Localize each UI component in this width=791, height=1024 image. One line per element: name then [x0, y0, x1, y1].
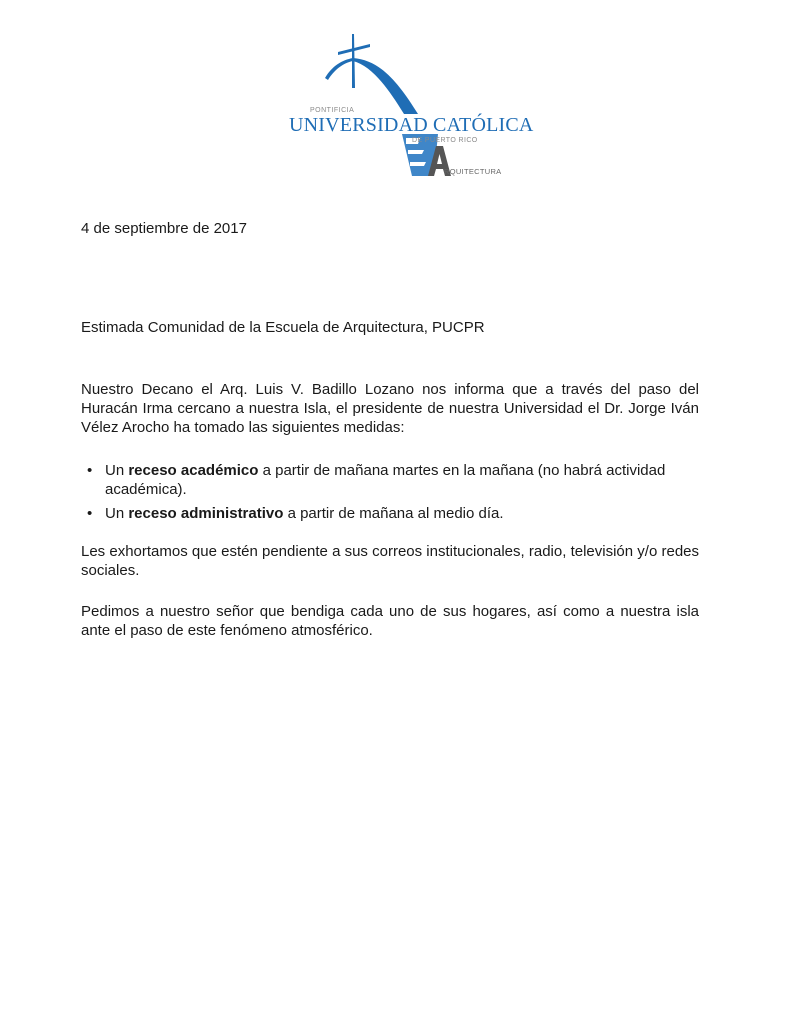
- letter-greeting: Estimada Comunidad de la Escuela de Arquitectura, PUCPR: [81, 319, 485, 336]
- logo-arquitectura: RQUITECTURA: [444, 167, 502, 176]
- university-logo: [280, 30, 534, 190]
- list-item: [81, 504, 699, 523]
- item-rest: a partir de mañana martes en la mañana (no habrá actividad académica).: [105, 462, 666, 498]
- item-bold: receso académico: [128, 462, 259, 479]
- item-rest: a partir de mañana al medio día.: [283, 505, 504, 522]
- item-prefix: Un: [105, 462, 129, 479]
- letter-date: 4 de septiembre de 2017: [81, 220, 247, 237]
- bullet-icon: •: [87, 505, 93, 522]
- closing-paragraph: Pedimos a nuestro señor que bendiga cada uno de sus hogares, así como a nuestra isla ante el paso de este fenómeno atmosférico.: [81, 603, 699, 639]
- measures-list: [81, 461, 699, 528]
- logo-pontificia: PONTIFICIA: [310, 107, 355, 114]
- logo-universidad: UNIVERSIDAD CATÓLICA: [289, 114, 534, 136]
- logo-puerto-rico: DE PUERTO RICO: [412, 137, 478, 144]
- list-item: [81, 461, 699, 499]
- intro-paragraph: Nuestro Decano el Arq. Luis V. Badillo Lozano nos informa que a través del paso del Huracán Irma cercano a nuestra Isla, el presidente de nuestra Universidad el Dr. Jorge Iván Vélez Arocho ha tomado las siguientes medidas:: [81, 381, 699, 436]
- item-bold: receso administrativo: [128, 505, 284, 522]
- exhort-paragraph: Les exhortamos que estén pendiente a sus correos institucionales, radio, televisión y/o redes sociales.: [81, 543, 699, 579]
- bullet-icon: •: [87, 462, 93, 479]
- item-prefix: Un: [105, 505, 129, 522]
